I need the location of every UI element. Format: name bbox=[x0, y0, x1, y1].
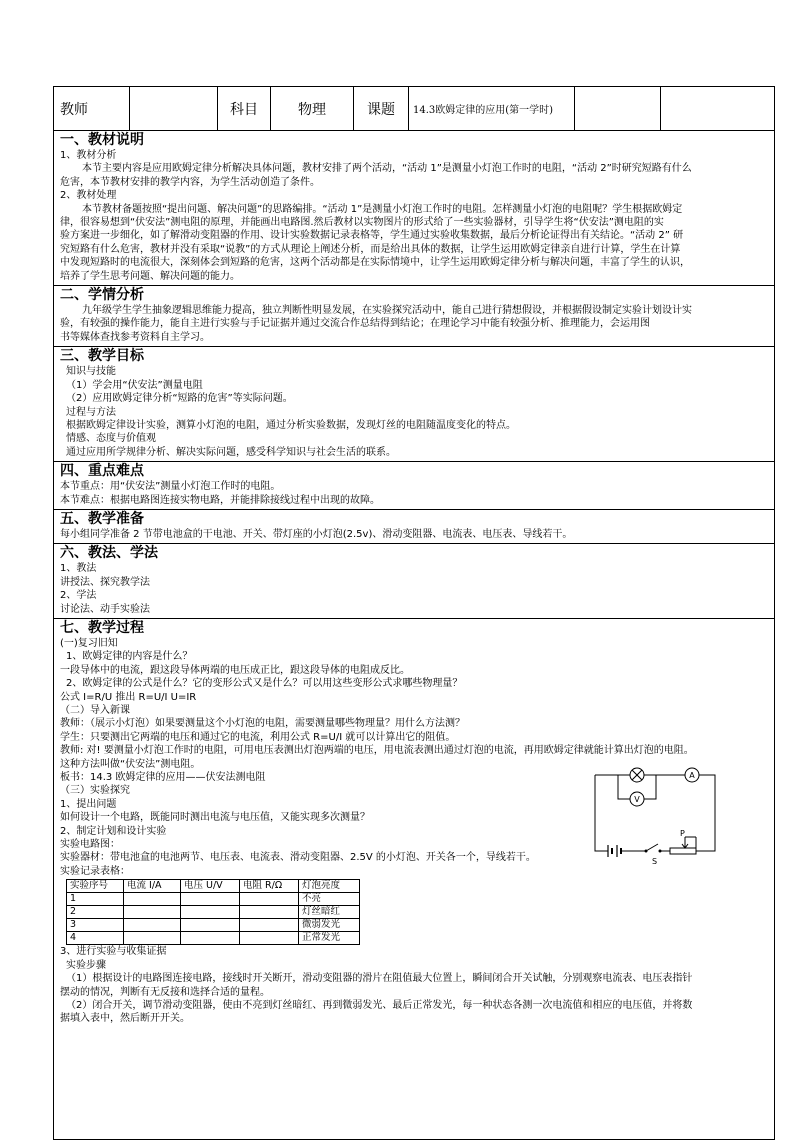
section-title: 三、教学目标 bbox=[60, 348, 144, 365]
table-cell: 3 bbox=[67, 919, 124, 932]
teacher-label: 教师 bbox=[54, 87, 130, 130]
text-line: 根据欧姆定律设计实验，测算小灯泡的电阻，通过分析实验数据，发现灯丝的电阻随温度变化的特点。 bbox=[66, 419, 516, 431]
ammeter-label: A bbox=[689, 770, 695, 780]
table-header-cell: 电流 I/A bbox=[124, 880, 181, 893]
text-line: （2）应用欧姆定律分析“短路的危害”等实际问题。 bbox=[66, 393, 293, 405]
section-objectives bbox=[54, 347, 774, 462]
text-line: （二）导入新课 bbox=[60, 705, 130, 716]
table-cell: 微弱发光 bbox=[299, 919, 360, 932]
text-line: 实验电路图： bbox=[60, 839, 120, 851]
text-line: 这种方法叫做“伏安法”测电阻。 bbox=[60, 758, 201, 770]
text-line: 摆动的情况，判断有无反接和选择合适的量程。 bbox=[60, 986, 270, 998]
text-line: 1、教材分析 bbox=[60, 150, 117, 161]
section-title: 七、教学过程 bbox=[60, 619, 144, 636]
table-cell bbox=[181, 906, 240, 919]
table-cell bbox=[240, 919, 299, 932]
text-line: 律，很容易想到“伏安法”测电阻的原理，并能画出电路图.然后教材以实物图片的形式给了一些实验器材，引导学生将“伏安法”测电阻的实 bbox=[60, 217, 664, 229]
table-cell: 不亮 bbox=[299, 893, 360, 906]
table-cell: 正常发光 bbox=[299, 932, 360, 945]
text-line: 验，有较强的操作能力，能自主进行实验与手记证据并通过交流合作总结得到结论；在理论学习中能有较强分析、推理能力，会运用图 bbox=[60, 318, 650, 330]
topic-value: 14.3欧姆定律的应用(第一学时) bbox=[409, 87, 575, 130]
text-line: 本节教材备题按照“提出问题、解决问题”的思路编排。“活动 1”是测量小灯泡工作时的电阻。怎样测量小灯泡的电阻呢？学生根据欧姆定 bbox=[82, 203, 683, 215]
table-header-cell: 灯泡亮度 bbox=[299, 880, 360, 893]
battery-icon bbox=[608, 845, 621, 857]
slider-label: P bbox=[680, 828, 685, 838]
table-cell bbox=[181, 932, 240, 945]
text-line: 板书：14.3 欧姆定律的应用——伏安法测电阻 bbox=[60, 772, 266, 784]
section-process bbox=[54, 619, 774, 1105]
text-line: 1、教法 bbox=[60, 563, 97, 575]
text-line: 学生：只要测出它两端的电压和通过它的电流，利用公式 R=U/I 就可以计算出它的阻值。 bbox=[60, 731, 456, 743]
text-line: 通过应用所学规律分析、解决实际问题，感受科学知识与社会生活的联系。 bbox=[66, 446, 396, 458]
text-line: 实验器材：带电池盒的电池两节、电压表、电流表、滑动变阻器、2.5V 的小灯泡、开关各一个，导线若干。 bbox=[60, 852, 536, 864]
text-line: 讨论法、动手实验法 bbox=[60, 603, 150, 615]
text-line: 九年级学生学生抽象逻辑思维能力提高，独立判断性明显发展，在实验探究活动中，能自己进行猜想假设，并根据假设制定实验计划设计实 bbox=[82, 305, 692, 317]
section-textbook bbox=[54, 131, 774, 286]
table-row bbox=[67, 932, 360, 945]
text-line: 2、制定计划和设计实验 bbox=[60, 825, 167, 837]
text-line: （三）实验探究 bbox=[60, 785, 130, 797]
text-line: 过程与方法 bbox=[66, 406, 116, 418]
table-cell bbox=[124, 919, 181, 932]
subject-label: 科目 bbox=[218, 87, 271, 130]
text-line: 情感、态度与价值观 bbox=[66, 433, 156, 445]
text-line: 如何设计一个电路，既能同时测出电流与电压值，又能实现多次测量？ bbox=[60, 812, 370, 824]
text-line: 一段导体中的电流，跟这段导体两端的电压成正比，跟这段导体的电阻成反比。 bbox=[60, 664, 410, 676]
table-cell bbox=[181, 893, 240, 906]
section-preparation bbox=[54, 510, 774, 544]
experiment-record-table bbox=[66, 879, 360, 945]
text-line: 公式 I=R/U 推出 R=U/I U=IR bbox=[60, 691, 197, 703]
text-line: 本节主要内容是应用欧姆定律分析解决具体问题，教材安排了两个活动，“活动 1”是测量小灯泡工作时的电阻，“活动 2”时研究短路有什么 bbox=[82, 163, 692, 175]
table-cell bbox=[181, 919, 240, 932]
text-line: 危害，本节教材安排的教学内容，为学生活动创造了条件。 bbox=[60, 176, 320, 188]
header-empty-cell bbox=[575, 87, 661, 130]
text-line: 3、进行实验与收集证据 bbox=[60, 946, 167, 958]
table-cell: 4 bbox=[67, 932, 124, 945]
text-line: 每小组同学准备 2 节带电池盒的干电池、开关、带灯座的小灯泡(2.5v)、滑动变阻器、电流表、电压表、导线若干。 bbox=[60, 528, 573, 540]
switch-icon bbox=[645, 844, 662, 853]
section-title: 六、教法、学法 bbox=[60, 545, 158, 562]
text-line: 培养了学生思考问题、解决问题的能力。 bbox=[60, 270, 240, 282]
text-line: 实验记录表格： bbox=[60, 865, 130, 877]
table-cell: 1 bbox=[67, 893, 124, 906]
section-title: 五、教学准备 bbox=[60, 510, 144, 527]
text-line: 中发现短路时的电流很大，深刻体会到短路的危害，这两个活动都是在实际情境中，让学生运用欧姆定律分析与解决问题，丰富了学生的认识， bbox=[60, 257, 690, 269]
text-line: 1、提出问题 bbox=[60, 798, 117, 810]
ammeter-icon bbox=[685, 768, 699, 782]
section-title: 二、学情分析 bbox=[60, 287, 144, 304]
section-key-points bbox=[54, 462, 774, 510]
table-cell: 2 bbox=[67, 906, 124, 919]
text-line: 知识与技能 bbox=[66, 366, 116, 378]
switch-label: S bbox=[652, 856, 658, 865]
text-line: 本节难点：根据电路图连接实物电路，并能排除接线过程中出现的故障。 bbox=[60, 494, 380, 506]
text-line: 1、欧姆定律的内容是什么？ bbox=[66, 651, 193, 663]
text-line: 验方案进一步细化，如了解滑动变阻器的作用、设计实验数据记录表格等，学生通过实验收集数据，最后分析论证得出有关结论。“活动 2” 研 bbox=[60, 230, 684, 242]
text-line: 教师: 对! 要测量小灯泡工作时的电阻，可用电压表测出灯泡两端的电压，用电流表测出通过灯泡的电流，再用欧姆定律就能计算出灯泡的电阻。 bbox=[60, 745, 694, 757]
table-header-cell: 电阻 R/Ω bbox=[240, 880, 299, 893]
text-line: 书等媒体查找参考资料自主学习。 bbox=[60, 331, 210, 343]
text-line: 2、欧姆定律的公式是什么？它的变形公式又是什么？可以用这些变形公式求哪些物理量？ bbox=[66, 678, 463, 690]
table-row bbox=[67, 906, 360, 919]
table-header-cell: 实验序号 bbox=[67, 880, 124, 893]
section-title: 四、重点难点 bbox=[60, 463, 144, 480]
circuit-diagram bbox=[590, 765, 720, 865]
subject-value: 物理 bbox=[271, 87, 354, 130]
table-cell bbox=[240, 906, 299, 919]
section-title: 一、教材说明 bbox=[60, 132, 144, 148]
section-student-analysis bbox=[54, 286, 774, 347]
text-line: 2、学法 bbox=[60, 590, 97, 602]
lesson-plan-table bbox=[53, 86, 775, 1140]
table-cell: 灯丝暗红 bbox=[299, 906, 360, 919]
table-cell bbox=[124, 932, 181, 945]
voltmeter-label: V bbox=[634, 794, 640, 804]
text-line: 2、教材处理 bbox=[60, 190, 117, 202]
teacher-value bbox=[130, 87, 218, 130]
table-cell bbox=[240, 932, 299, 945]
header-empty-cell-2 bbox=[661, 87, 774, 130]
text-line: （2）闭合开关，调节滑动变阻器，使由不亮到灯丝暗红、再到微弱发光、最后正常发光，每一种状态各测一次电流值和相应的电压值，并将数 bbox=[66, 999, 693, 1011]
table-row bbox=[67, 893, 360, 906]
text-line: 讲授法、探究教学法 bbox=[60, 576, 150, 588]
text-line: (一)复习旧知 bbox=[60, 637, 118, 649]
lamp-icon bbox=[630, 768, 644, 782]
table-cell bbox=[240, 893, 299, 906]
table-row bbox=[67, 919, 360, 932]
text-line: 本节重点：用“伏安法”测量小灯泡工作时的电阻。 bbox=[60, 481, 281, 493]
table-header-row bbox=[67, 880, 360, 893]
table-cell bbox=[124, 893, 181, 906]
text-line: 教师：（展示小灯泡）如果要测量这个小灯泡的电阻，需要测量哪些物理量？用什么方法测？ bbox=[60, 718, 465, 730]
text-line: 据填入表中，然后断开开关。 bbox=[60, 1013, 190, 1025]
header-row bbox=[54, 87, 774, 131]
text-line: （1）学会用“伏安法”测量电阻 bbox=[66, 379, 203, 391]
topic-label: 课题 bbox=[354, 87, 409, 130]
table-cell bbox=[124, 906, 181, 919]
text-line: 实验步骤 bbox=[66, 959, 106, 971]
rheostat-icon bbox=[670, 837, 696, 854]
text-line: 究短路有什么危害，教材并没有采取“说教”的方式从理论上阐述分析，而是给出具体的数据，让学生运用欧姆定律亲自进行计算，学生在计算 bbox=[60, 243, 681, 255]
section-methods bbox=[54, 544, 774, 619]
text-line: （1）根据设计的电路图连接电路，接线时开关断开，滑动变阻器的滑片在阻值最大位置上，瞬间闭合开关试触，分别观察电流表、电压表指针 bbox=[66, 973, 693, 985]
voltmeter-icon bbox=[630, 792, 644, 806]
table-header-cell: 电压 U/V bbox=[181, 880, 240, 893]
